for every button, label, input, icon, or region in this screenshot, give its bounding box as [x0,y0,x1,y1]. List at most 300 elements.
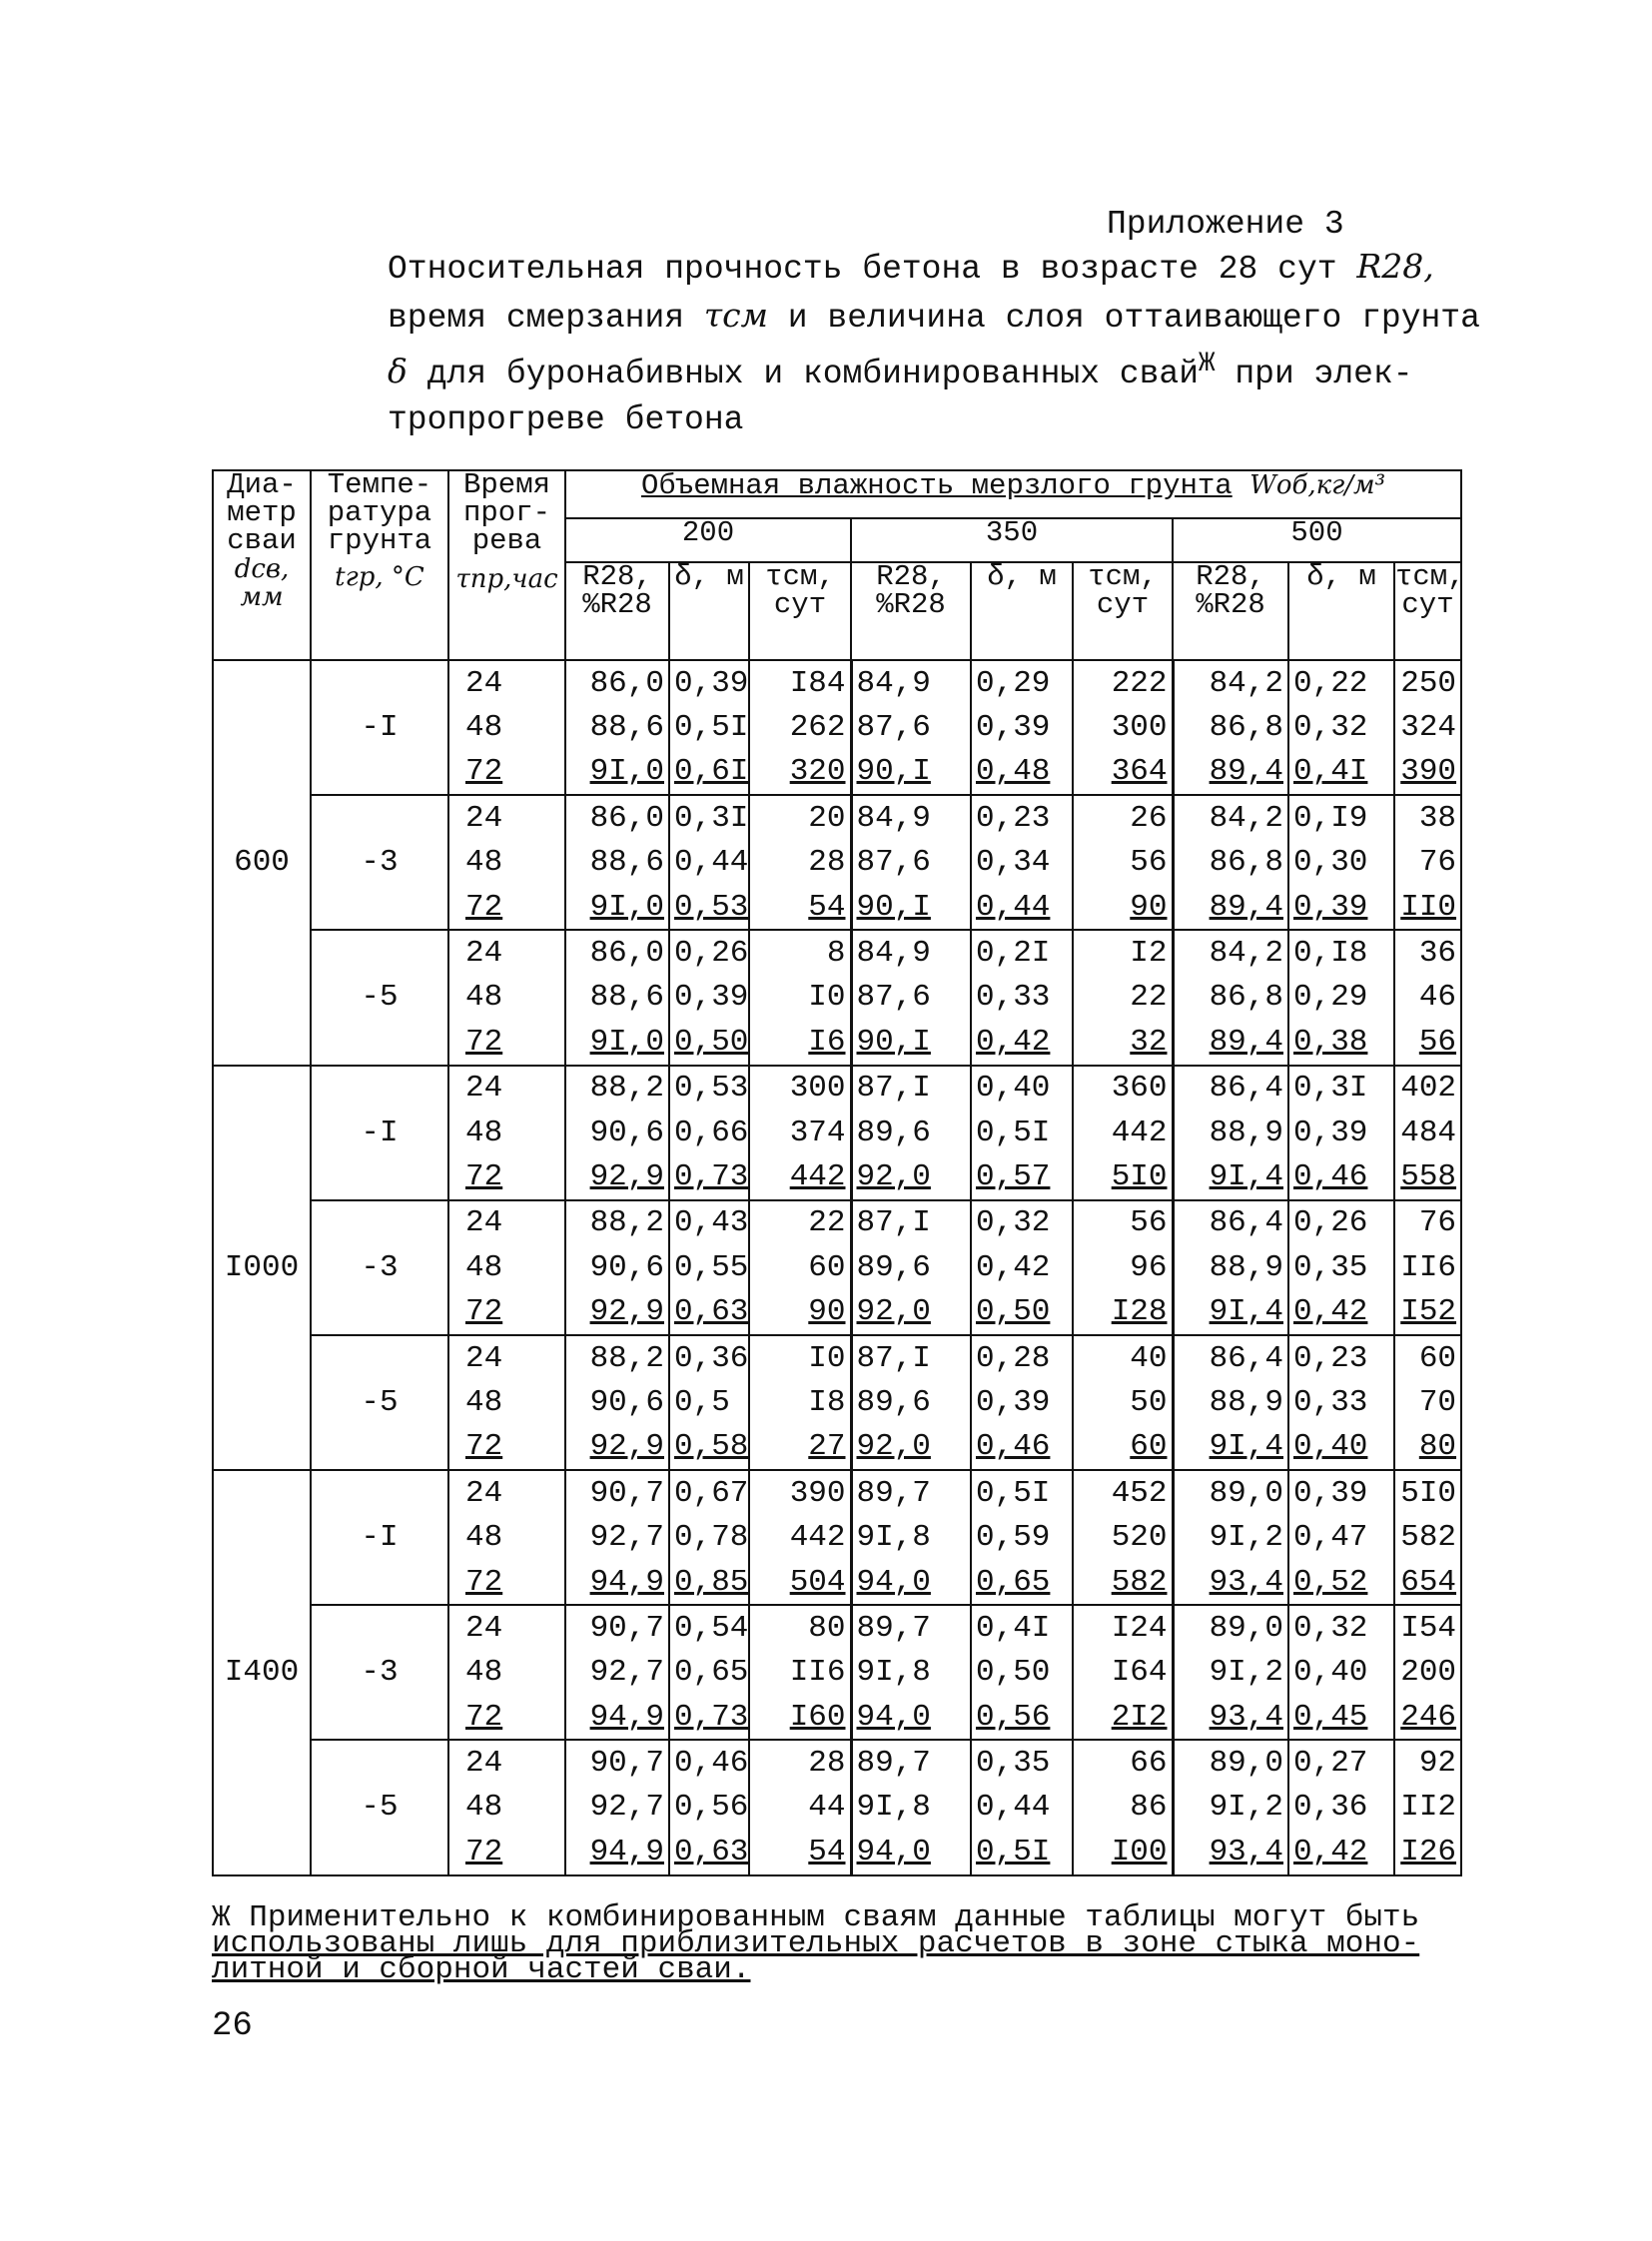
table-cell [669,841,749,885]
cell-time [448,1245,565,1289]
table-cell [565,1740,669,1785]
cell-value: 390 [789,1475,846,1511]
cell-value: 80 [808,1610,846,1646]
table-cell [1288,976,1394,1020]
cell-value: 0,73 [674,1699,749,1735]
cell-time-value: 48 [465,1115,503,1150]
table-row [213,1066,1461,1111]
table-cell [749,1335,851,1380]
header-temperature [311,470,448,660]
cell-value: 0,54 [674,1610,749,1646]
table-cell [1073,1651,1173,1695]
cell-value: 654 [1400,1564,1457,1600]
header-moisture-text: Объемная влажность мерзлого грунта [641,469,1233,502]
cell-value: 0,63 [674,1294,749,1330]
cell-value: 9I,4 [1209,1158,1283,1194]
cell-time-value: 24 [465,936,503,972]
cell-value: 9I,2 [1209,1790,1283,1826]
cell-value: 582 [1400,1520,1457,1556]
table-cell [565,1786,669,1830]
table-cell [851,1335,971,1380]
table-cell [669,1605,749,1650]
cell-time [448,1786,565,1830]
delta-symbol: δ [388,352,408,390]
cell-value: I52 [1400,1294,1457,1330]
cell-time [448,1651,565,1695]
appendix-label: Приложение 3 [1107,206,1344,243]
cell-value: 86,4 [1209,1340,1283,1376]
table-cell [669,660,749,705]
cell-time-value: 48 [465,1384,503,1420]
cell-value: 89,4 [1209,889,1283,925]
cell-value: 0,I9 [1293,800,1368,836]
cell-value: 92,9 [589,1294,664,1330]
cell-value: II0 [1400,889,1457,925]
table-cell [669,1154,749,1199]
caption-line-2 [388,293,1480,342]
cell-value: 88,2 [589,1340,664,1376]
cell-value: 86,4 [1209,1071,1283,1107]
cell-time [448,1200,565,1245]
table-cell [749,750,851,795]
cell-time-value: 72 [465,1429,503,1465]
cell-time-value: 72 [465,1024,503,1060]
header-time-l3: рева [471,524,542,557]
table-caption [388,244,1480,443]
table-cell [749,1740,851,1785]
table-cell [1394,1380,1461,1424]
cell-value: 89,7 [856,1610,931,1646]
table-cell [971,976,1073,1020]
cell-value: 60 [808,1249,846,1285]
caption-line-3b: при элек- [1235,356,1413,392]
cell-value: 0,42 [976,1024,1051,1060]
table-cell [565,1289,669,1334]
table-cell [669,705,749,749]
footnote [212,1900,1460,1987]
table-cell [565,1425,669,1470]
cell-time [448,660,565,705]
cell-time [448,1515,565,1559]
cell-value: 92,9 [589,1429,664,1465]
cell-value: 66 [1130,1746,1168,1782]
table-row [213,660,1461,705]
cell-value: 56 [1130,845,1168,881]
cell-value: 70 [1418,1384,1457,1420]
header-time [448,470,565,660]
cell-value: 0,22 [1293,665,1368,701]
header-temp-l1: Темпе- [327,468,432,501]
cell-time [448,1289,565,1334]
table-cell [1288,1695,1394,1740]
cell-value: 87,I [856,1205,931,1241]
cell-value: 84,9 [856,800,931,836]
table-cell [1288,705,1394,749]
cell-value: 9I,0 [589,1024,664,1060]
cell-value: 0,32 [1293,1610,1368,1646]
table-cell [565,795,669,840]
table-cell [971,1786,1073,1830]
table-cell [971,1111,1073,1154]
table-cell [851,930,971,975]
table-cell [1288,1560,1394,1605]
table-cell [1394,1245,1461,1289]
table-cell [565,885,669,930]
table-cell [1394,1111,1461,1154]
cell-value: 0,56 [674,1790,749,1826]
cell-time [448,1020,565,1065]
table-cell [1173,705,1288,749]
table-cell [971,1335,1073,1380]
table-cell [669,1289,749,1334]
cell-value: 300 [1111,710,1168,746]
cell-time-value: 72 [465,1834,503,1869]
cell-value: 9I,4 [1209,1429,1283,1465]
table-cell [1394,1200,1461,1245]
cell-time [448,1830,565,1874]
cell-value: 20 [808,800,846,836]
cell-value: 0,35 [1293,1249,1368,1285]
cell-value: 0,39 [1293,1115,1368,1150]
table-cell [669,1245,749,1289]
cell-diameter: 600 [213,660,311,1066]
table-cell [1073,750,1173,795]
cell-value: 80 [1418,1429,1457,1465]
footnote-line-1-text: Применительно к комбинированным сваям данные таблицы могут быть [249,1900,1420,1935]
cell-value: 0,73 [674,1158,749,1194]
header-diameter-sym: dсв, [234,554,290,584]
table-row [213,1605,1461,1650]
cell-value: 89,0 [1209,1475,1283,1511]
cell-value: 88,6 [589,710,664,746]
table-cell [1394,1786,1461,1830]
cell-value: 84,2 [1209,936,1283,972]
table-cell [1073,1066,1173,1111]
cell-value: 22 [808,1205,846,1241]
cell-temperature: -3 [311,1200,448,1335]
table-cell [565,1515,669,1559]
cell-value: 76 [1418,845,1457,881]
cell-value: 402 [1400,1071,1457,1107]
cell-diameter: I400 [213,1470,311,1875]
header-r28: R28, %R28 [851,562,971,660]
caption-line-4: тропрогреве бетона [388,401,744,438]
header-tau: τсм, сут [749,562,851,660]
table-cell [565,1111,669,1154]
cell-value: 89,4 [1209,1024,1283,1060]
cell-value: 76 [1418,1205,1457,1241]
cell-value: 0,2I [976,936,1051,972]
header-moisture [565,470,1461,518]
cell-value: 0,78 [674,1520,749,1556]
table-cell [1394,1020,1461,1065]
table-cell [565,1245,669,1289]
cell-value: 320 [789,754,846,790]
cell-value: 364 [1111,754,1168,790]
cell-value: 0,44 [976,889,1051,925]
cell-value: 86,4 [1209,1205,1283,1241]
table-cell [851,1020,971,1065]
cell-value: 0,40 [1293,1655,1368,1691]
table-cell [971,1830,1073,1874]
cell-value: 90,7 [589,1610,664,1646]
cell-value: 0,40 [1293,1429,1368,1465]
cell-value: 86,8 [1209,710,1283,746]
cell-value: 0,35 [976,1746,1051,1782]
table-cell [749,795,851,840]
table-cell [669,885,749,930]
table-cell [851,976,971,1020]
cell-time-value: 72 [465,1158,503,1194]
cell-value: 26 [1130,800,1168,836]
table-cell [971,1289,1073,1334]
table-cell [971,1245,1073,1289]
cell-value: 0,5I [976,1475,1051,1511]
table-cell [749,1154,851,1199]
table-cell [1073,1154,1173,1199]
table-cell [669,1335,749,1380]
table-cell [1288,1335,1394,1380]
cell-time-value: 24 [465,800,503,836]
table-cell [749,1245,851,1289]
cell-value: 89,6 [856,1249,931,1285]
cell-value: 0,3I [674,800,749,836]
cell-temperature: -5 [311,930,448,1065]
cell-value: 90,6 [589,1249,664,1285]
cell-value: 0,23 [1293,1340,1368,1376]
cell-time-value: 24 [465,1610,503,1646]
table-cell [971,750,1073,795]
cell-time-value: 48 [465,980,503,1016]
table-cell [1288,1740,1394,1785]
footnote-mark: Ж [1199,349,1216,379]
table-cell [1073,660,1173,705]
table-cell [971,1154,1073,1199]
table-cell [749,1786,851,1830]
table-cell [1173,1380,1288,1424]
header-delta: δ, м [971,562,1073,660]
table-cell [1173,1111,1288,1154]
cell-value: 54 [808,889,846,925]
table-row [213,795,1461,840]
table-cell [749,1695,851,1740]
cell-value: 89,0 [1209,1610,1283,1646]
cell-time-value: 24 [465,665,503,701]
cell-value: 86,8 [1209,980,1283,1016]
table-cell [971,1066,1073,1111]
cell-value: 0,44 [674,845,749,881]
cell-value: 0,46 [976,1429,1051,1465]
table-cell [851,1289,971,1334]
cell-value: 94,9 [589,1699,664,1735]
table-cell [1394,1560,1461,1605]
cell-value: 88,9 [1209,1384,1283,1420]
cell-time [448,1154,565,1199]
cell-value: 32 [1130,1024,1168,1060]
table-cell [851,1515,971,1559]
table-cell [1394,705,1461,749]
table-cell [1173,1066,1288,1111]
header-diameter-l1: Диа- [227,468,297,501]
cell-time [448,795,565,840]
header-r28: R28, %R28 [565,562,669,660]
cell-time [448,750,565,795]
cell-value: II2 [1400,1790,1457,1826]
cell-value: 0,36 [1293,1790,1368,1826]
table-cell [851,1154,971,1199]
table-cell [749,1289,851,1334]
table-cell [749,930,851,975]
table-cell [1173,1425,1288,1470]
table-cell [1173,1740,1288,1785]
table-cell [749,1020,851,1065]
caption-line-2a: время смерзания [388,300,685,337]
table-cell [1394,1425,1461,1470]
cell-value: 300 [789,1071,846,1107]
cell-value: 9I,0 [589,889,664,925]
cell-value: 0,29 [976,665,1051,701]
table-cell [749,1111,851,1154]
table-cell [1288,1111,1394,1154]
cell-value: 0,53 [674,889,749,925]
table-cell [1173,841,1288,885]
table-cell [669,750,749,795]
tau-symbol: τсм [703,296,768,335]
cell-time [448,841,565,885]
cell-value: 88,6 [589,845,664,881]
header-r28: R28, %R28 [1173,562,1288,660]
table-cell [1288,1605,1394,1650]
table-cell [971,1605,1073,1650]
cell-time [448,885,565,930]
cell-value: I54 [1400,1610,1457,1646]
cell-value: 0,53 [674,1071,749,1107]
footnote-mark: Ж [212,1900,231,1935]
table-cell [1288,1425,1394,1470]
cell-value: 9I,4 [1209,1294,1283,1330]
cell-value: 0,59 [976,1520,1051,1556]
cell-value: 84,2 [1209,800,1283,836]
cell-value: 9I,8 [856,1655,931,1691]
table-cell [1394,930,1461,975]
table-cell [1394,1066,1461,1111]
cell-value: 9I,8 [856,1790,931,1826]
table-cell [749,660,851,705]
cell-value: I0 [808,1340,846,1376]
table-cell [1288,1066,1394,1111]
cell-value: 87,I [856,1340,931,1376]
cell-value: I64 [1111,1655,1168,1691]
table-cell [749,1515,851,1559]
table-cell [1173,1651,1288,1695]
cell-value: 0,67 [674,1475,749,1511]
table-cell [669,1380,749,1424]
cell-value: 0,39 [674,665,749,701]
table-cell [1173,930,1288,975]
cell-value: 56 [1130,1205,1168,1241]
cell-value: 0,32 [1293,710,1368,746]
table-cell [565,1560,669,1605]
table-cell [1394,750,1461,795]
cell-value: 0,45 [1293,1699,1368,1735]
table-cell [1394,1605,1461,1650]
cell-value: 86,8 [1209,845,1283,881]
table-cell [1173,1335,1288,1380]
table-cell [565,750,669,795]
table-cell [1394,1830,1461,1874]
cell-value: 9I,2 [1209,1520,1283,1556]
table-cell [1073,976,1173,1020]
cell-value: 0,39 [1293,889,1368,925]
cell-value: 0,5I [674,710,749,746]
cell-time [448,1470,565,1515]
table-cell [565,1154,669,1199]
cell-time-value: 24 [465,1475,503,1511]
cell-value: 0,34 [976,845,1051,881]
table-cell [851,1830,971,1874]
table-cell [1173,1470,1288,1515]
cell-value: 0,30 [1293,845,1368,881]
cell-value: 0,46 [1293,1158,1368,1194]
table-cell [1173,1830,1288,1874]
cell-value: 38 [1418,800,1457,836]
table-cell [1288,795,1394,840]
footnote-line-3: литной и сборной частей сваи. [212,1952,751,1987]
cell-value: 44 [808,1790,846,1826]
cell-value: 93,4 [1209,1699,1283,1735]
table-cell [1073,930,1173,975]
cell-value: 87,6 [856,710,931,746]
table-cell [1073,1515,1173,1559]
cell-value: 0,33 [1293,1384,1368,1420]
cell-time [448,1066,565,1111]
table-cell [749,1560,851,1605]
header-delta: δ, м [1288,562,1394,660]
data-table [212,468,1465,1876]
cell-time-value: 72 [465,1294,503,1330]
table-cell [971,660,1073,705]
table-cell [1394,795,1461,840]
table-cell [971,1425,1073,1470]
caption-line-3a: для буронабивных и комбинированных свай [426,356,1200,392]
table-cell [1288,841,1394,885]
table-cell [1288,660,1394,705]
table-cell [1173,1289,1288,1334]
cell-value: 60 [1130,1429,1168,1465]
cell-value: 452 [1111,1475,1168,1511]
cell-time-value: 48 [465,710,503,746]
table-cell [669,930,749,975]
cell-value: 92 [1418,1746,1457,1782]
cell-value: 89,7 [856,1475,931,1511]
cell-value: 0,48 [976,754,1051,790]
table-cell [1173,1154,1288,1199]
cell-value: 90,6 [589,1115,664,1150]
table-cell [565,1020,669,1065]
cell-value: 40 [1130,1340,1168,1376]
table-cell [1173,1020,1288,1065]
cell-value: 89,4 [1209,754,1283,790]
cell-value: 0,39 [1293,1475,1368,1511]
cell-time [448,1380,565,1424]
cell-value: 89,0 [1209,1746,1283,1782]
table-cell [1394,1651,1461,1695]
cell-value: 84,9 [856,665,931,701]
cell-value: 90 [1130,889,1168,925]
cell-time [448,705,565,749]
cell-value: 222 [1111,665,1168,701]
cell-value: 87,6 [856,980,931,1016]
